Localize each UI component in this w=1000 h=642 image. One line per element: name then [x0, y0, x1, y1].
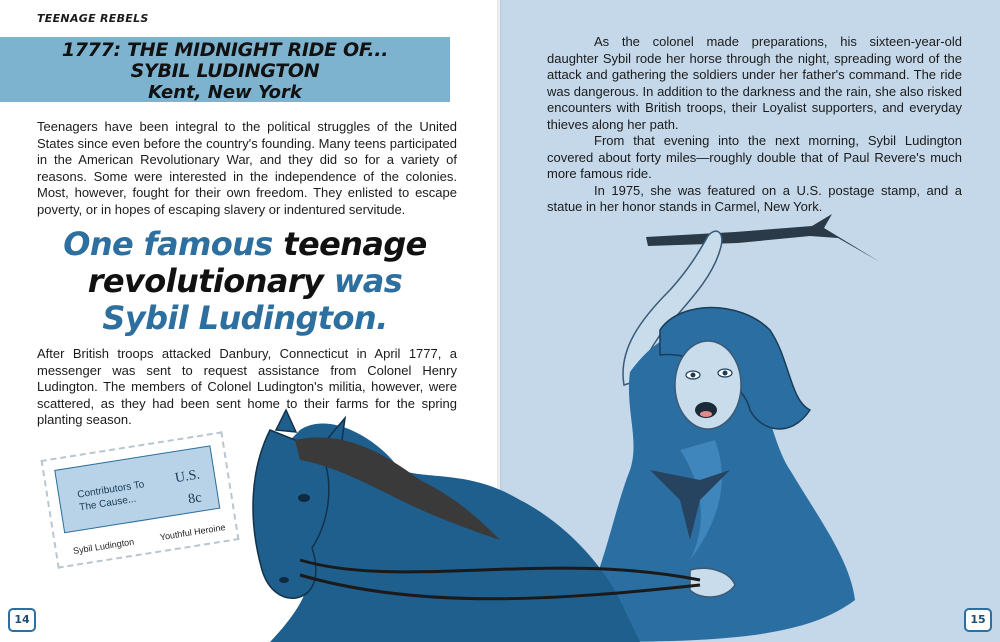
- stamp-artwork: [54, 445, 220, 533]
- pull-quote-part5: Sybil Ludington.: [102, 299, 388, 337]
- stamp-value: 8c: [187, 490, 203, 508]
- chapter-title-band: [0, 37, 450, 102]
- pull-quote-part4: was: [333, 262, 403, 300]
- intro-paragraph: Teenagers have been integral to the political struggles of the United States since even before the country's founding. Many teens participated in the American Revolutionary War, and they did so for a variety of reasons. Some were interested in the independence of the colonies. Most, however, fought for their own freedom. They enlisted to escape poverty, or in hopes of escaping slavery or indentured servitude.: [37, 119, 457, 217]
- chapter-title-line2: SYBIL LUDINGTON: [130, 60, 320, 82]
- book-gutter: [497, 0, 503, 642]
- right-page-text: [547, 34, 962, 216]
- chapter-title-line1: 1777: THE MIDNIGHT RIDE OF...: [61, 39, 389, 61]
- pull-quote-part2: teenage: [283, 225, 427, 263]
- right-paragraph-2: From that evening into the next morning, Sybil Ludington covered about forty miles—roughly double that of Paul Revere's much more famous ride.: [547, 133, 962, 181]
- page-number-left: 14: [8, 608, 36, 632]
- right-paragraph-3: In 1975, she was featured on a U.S. postage stamp, and a statue in her honor stands in Carmel, New York.: [547, 182, 962, 214]
- pull-quote-part1: One famous: [63, 225, 284, 263]
- page-number-right: 15: [964, 608, 992, 632]
- pull-quote-part3: revolutionary: [87, 262, 334, 300]
- stamp-country: U.S.: [174, 467, 201, 487]
- stamp-name: Sybil Ludington: [72, 536, 135, 557]
- danbury-paragraph: After British troops attacked Danbury, Connecticut in April 1777, a messenger was sent to request assistance from Colonel Henry Ludington. The members of Colonel Ludington's militia, however, were scattered, as they had been sent home to their farms for the spring planting season.: [37, 346, 457, 427]
- running-head: TEENAGE REBELS: [37, 12, 149, 25]
- chapter-title-place: Kent, New York: [148, 82, 302, 103]
- pull-quote: [40, 226, 450, 337]
- right-paragraph-1: As the colonel made preparations, his sixteen-year-old daughter Sybil rode her horse through the night, spreading word of the attack and gathering the soldiers under her father's command. The ride was dangerous. In addition to the darkness and the rain, she also risked encounters with British troops, their Loyalist supporters, and everyday thieves along her path.: [547, 34, 962, 132]
- stamp-caption: Contributors To The Cause...: [76, 479, 146, 514]
- stamp-tagline: Youthful Heroine: [159, 522, 227, 543]
